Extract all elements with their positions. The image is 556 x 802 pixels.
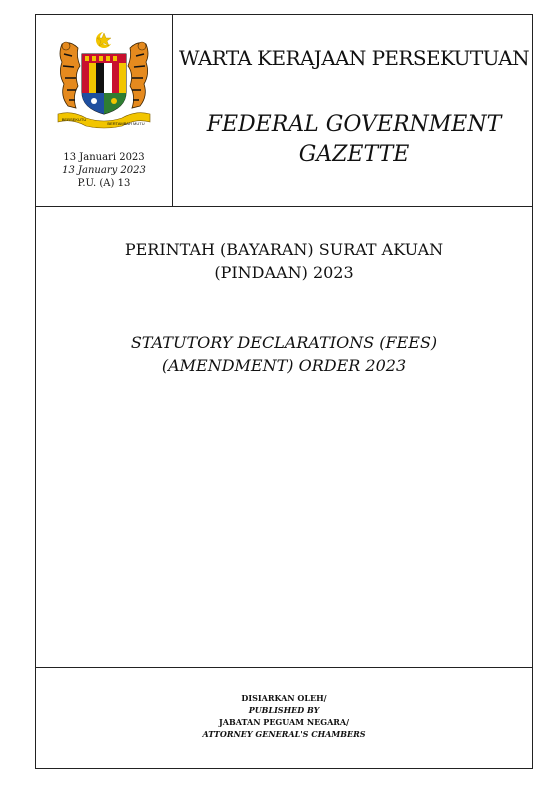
publisher-english: ATTORNEY GENERAL'S CHAMBERS [202, 729, 366, 739]
published-by-malay: DISIARKAN OLEH/ [241, 693, 327, 703]
scroll-right-text: BERTAMBAH MUTU [107, 121, 145, 126]
order-title-english-line1: STATUTORY DECLARATIONS (FEES) [130, 333, 438, 352]
scroll-left-text: BERSEKUTU [61, 117, 87, 122]
gazette-title-english-line1: FEDERAL GOVERNMENT [206, 112, 502, 137]
published-by-english: PUBLISHED BY [248, 705, 320, 715]
gazette-title-english-line2: GAZETTE [298, 142, 410, 167]
gazette-reference: P.U. (A) 13 [77, 178, 131, 189]
gazette-meta [36, 151, 172, 190]
motto-scroll-icon [58, 113, 150, 128]
left-tiger-icon [60, 42, 80, 108]
gazette-title-english [175, 110, 533, 170]
order-title-malay-line1: PERINTAH (BAYARAN) SURAT AKUAN [124, 240, 444, 259]
header-vertical-divider [172, 14, 173, 206]
shield-icon [82, 54, 126, 114]
publisher-malay: JABATAN PEGUAM NEGARA/ [218, 717, 350, 727]
order-title-english-line2: (AMENDMENT) ORDER 2023 [161, 356, 407, 375]
publisher-block [36, 692, 532, 740]
crescent-star-icon [96, 31, 114, 48]
header-divider [35, 206, 533, 207]
right-tiger-icon [128, 42, 148, 108]
order-title-english [36, 331, 532, 377]
date-english: 13 January 2023 [62, 165, 146, 176]
malaysia-coat-of-arms-icon [52, 30, 156, 130]
footer-divider [35, 667, 533, 668]
date-malay: 13 Januari 2023 [63, 152, 145, 163]
gazette-title-malay: WARTA KERAJAAN PERSEKUTUAN [179, 46, 529, 70]
order-title-malay [36, 238, 532, 284]
order-title-malay-line2: (PINDAAN) 2023 [214, 263, 354, 282]
